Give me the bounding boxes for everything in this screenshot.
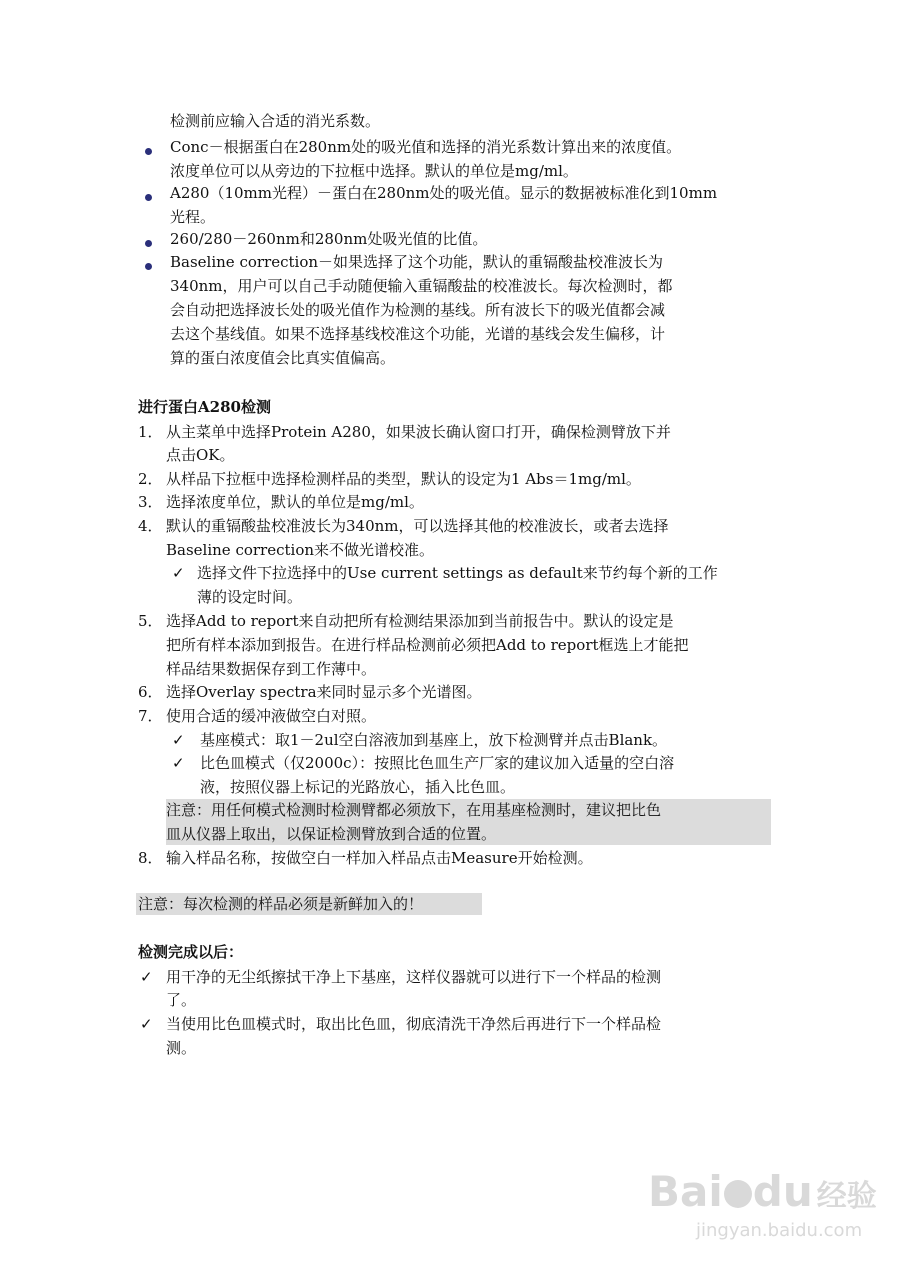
- step-line: 默认的重镉酸盐校准波长为340nm，可以选择其他的校准波长，或者去选择: [166, 517, 669, 535]
- intro-line: 检测前应输入合适的消光系数。: [170, 112, 381, 130]
- step-line: 输入样品名称，按做空白一样加入样品点击Measure开始检测。: [166, 849, 593, 867]
- step-number: 1．: [138, 423, 163, 441]
- step-line: 薄的设定时间。: [197, 588, 303, 606]
- intro-line: 会自动把选择波长处的吸光值作为检测的基线。所有波长下的吸光值都会减: [170, 301, 666, 319]
- watermark-brand: Bai: [648, 1167, 723, 1216]
- intro-line: 340nm，用户可以自己手动随便输入重镉酸盐的校准波长。每次检测时，都: [170, 277, 673, 295]
- section-heading: 进行蛋白A280检测: [138, 398, 271, 416]
- intro-line: 浓度单位可以从旁边的下拉框中选择。默认的单位是mg/ml。: [170, 162, 578, 180]
- step-line: 使用合适的缓冲液做空白对照。: [166, 707, 377, 725]
- step-line: 选择文件下拉选择中的Use current settings as default来节约每个新的工作: [197, 564, 718, 582]
- step-number: 5．: [138, 612, 163, 630]
- step-number: 2．: [138, 470, 163, 488]
- intro-line: 光程。: [170, 208, 216, 226]
- intro-line: 260/280－260nm和280nm处吸光值的比值。: [170, 230, 488, 248]
- after-line: 用干净的无尘纸擦拭干净上下基座，这样仪器就可以进行下一个样品的检测: [166, 968, 662, 986]
- bullet-icon: [145, 194, 152, 201]
- check-icon: ✓: [140, 1015, 153, 1033]
- step-line: 选择浓度单位，默认的单位是mg/ml。: [166, 493, 424, 511]
- step-line: 把所有样本添加到报告。在进行样品检测前必须把Add to report框选上才能把: [166, 636, 689, 654]
- bullet-icon: [145, 148, 152, 155]
- step-line: 基座模式：取1－2ul空白溶液加到基座上，放下检测臂并点击Blank。: [200, 731, 668, 749]
- step-number: 7．: [138, 707, 163, 725]
- paw-icon: [724, 1180, 752, 1208]
- bullet-icon: [145, 263, 152, 270]
- step-line: 液，按照仪器上标记的光路放心，插入比色皿。: [200, 778, 516, 796]
- watermark-logo: [648, 1168, 877, 1221]
- step-number: 8．: [138, 849, 163, 867]
- step-line: 从样品下拉框中选择检测样品的类型，默认的设定为1 Abs＝1mg/ml。: [166, 470, 641, 488]
- fresh-sample-note: 注意：每次检测的样品必须是新鲜加入的！: [138, 895, 424, 913]
- check-icon: ✓: [172, 754, 185, 772]
- step-line: 选择Add to report来自动把所有检测结果添加到当前报告中。默认的设定是: [166, 612, 674, 630]
- after-line: 当使用比色皿模式时，取出比色皿，彻底清洗干净然后再进行下一个样品检: [166, 1015, 662, 1033]
- watermark-url: jingyan.baidu.com: [696, 1220, 863, 1241]
- step-line: Baseline correction来不做光谱校准。: [166, 541, 435, 559]
- check-icon: ✓: [140, 968, 153, 986]
- bullet-icon: [145, 240, 152, 247]
- intro-line: Baseline correction－如果选择了这个功能，默认的重镉酸盐校准波长为: [170, 253, 664, 271]
- watermark-product: 经验: [816, 1179, 877, 1214]
- section-heading: 检测完成以后：: [138, 943, 244, 961]
- check-icon: ✓: [172, 731, 185, 749]
- step-line: 从主菜单中选择Protein A280，如果波长确认窗口打开，确保检测臂放下并: [166, 423, 671, 441]
- step-line: 选择Overlay spectra来同时显示多个光谱图。: [166, 683, 482, 701]
- intro-line: Conc－根据蛋白在280nm处的吸光值和选择的消光系数计算出来的浓度值。: [170, 138, 682, 156]
- intro-line: A280（10mm光程）－蛋白在280nm处的吸光值。显示的数据被标准化到10mm: [170, 184, 718, 202]
- watermark-brand-2: du: [752, 1167, 813, 1216]
- after-line: 了。: [166, 991, 197, 1009]
- intro-line: 算的蛋白浓度值会比真实值偏高。: [170, 349, 396, 367]
- step-line: 比色皿模式（仅2000c）：按照比色皿生产厂家的建议加入适量的空白溶: [200, 754, 675, 772]
- step-line: 样品结果数据保存到工作薄中。: [166, 660, 377, 678]
- check-icon: ✓: [172, 564, 185, 582]
- step-number: 3．: [138, 493, 163, 511]
- step-note-line: 注意：用任何模式检测时检测臂都必须放下，在用基座检测时，建议把比色: [166, 801, 662, 819]
- step-number: 4．: [138, 517, 163, 535]
- after-line: 测。: [166, 1039, 197, 1057]
- intro-line: 去这个基线值。如果不选择基线校准这个功能，光谱的基线会发生偏移，计: [170, 325, 666, 343]
- step-line: 点击OK。: [166, 446, 235, 464]
- step-note-line: 皿从仪器上取出，以保证检测臂放到合适的位置。: [166, 825, 497, 843]
- step-number: 6．: [138, 683, 163, 701]
